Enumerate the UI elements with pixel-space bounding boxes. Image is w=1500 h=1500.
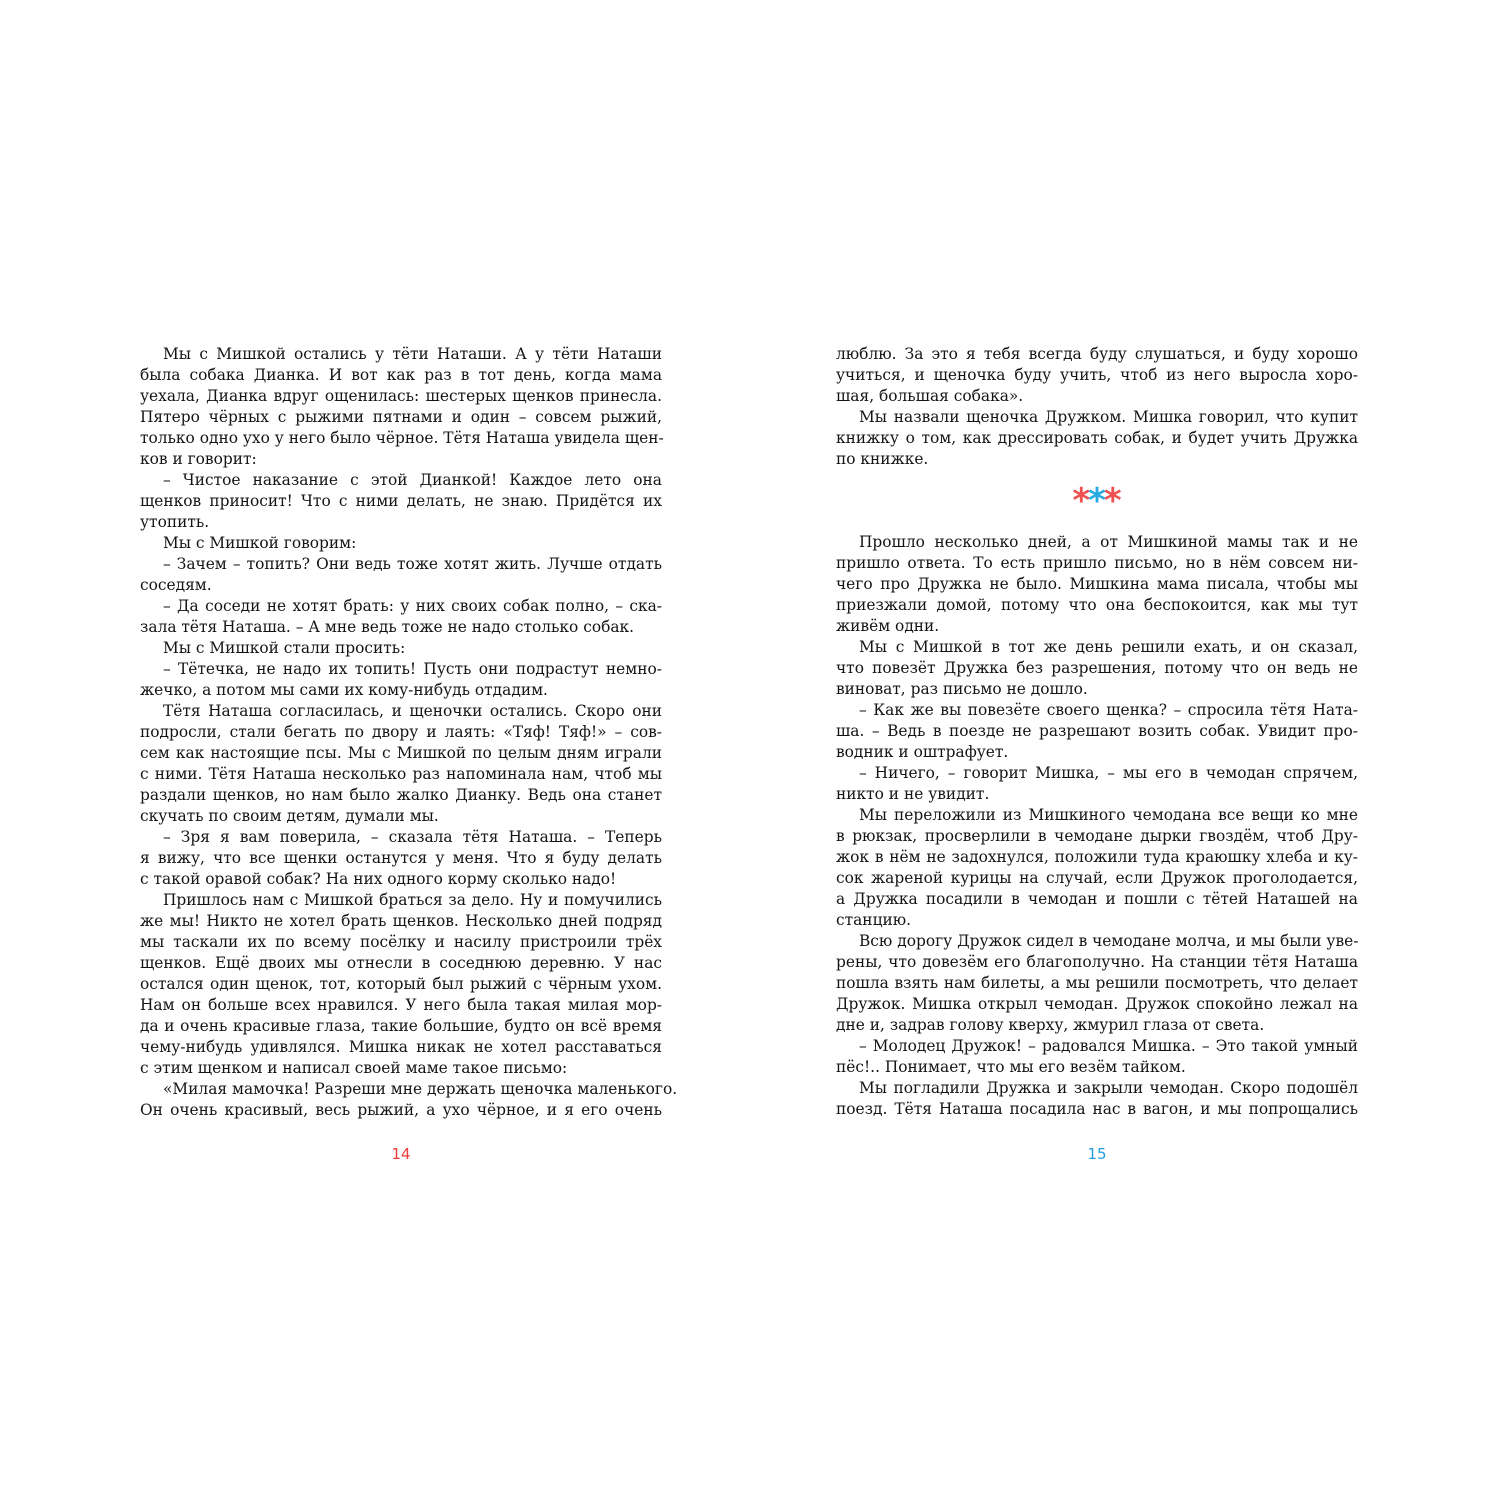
text-line: Всю дорогу Дружок сидел в чемодане молча, и мы были уве-: [859, 932, 1359, 950]
text-line: – Чистое наказание с этой Дианкой! Каждое лето она: [163, 471, 662, 489]
text-line: станцию.: [836, 911, 912, 929]
text-line: – Зря я вам поверила, – сказала тётя Наташа. – Теперь: [163, 828, 662, 846]
text-line: водник и оштрафует.: [836, 743, 1009, 761]
text-line: никто и не увидит.: [836, 785, 990, 803]
text-line: щенков. Ещё двоих мы отнесли в соседнюю деревню. У нас: [140, 954, 662, 972]
text-line: что повезёт Дружка без разрешения, потому что он ведь не: [836, 659, 1358, 677]
page-number-right: 15: [1087, 1145, 1107, 1163]
text-line: ша. – Ведь в поезде не разрешают возить собак. Увидит про-: [836, 722, 1358, 740]
text-line: книжку о том, как дрессировать собак, и будет учить Дружка: [836, 429, 1358, 447]
text-line: Нам он больше всех нравился. У него была такая милая мор-: [140, 996, 662, 1014]
text-line: остался один щенок, тот, который был рыжий с чёрным ухом.: [140, 975, 662, 993]
text-line: – Зачем – топить? Они ведь тоже хотят жить. Лучше отдать: [163, 555, 662, 573]
text-line: с этим щенком и написал своей маме такое письмо:: [140, 1059, 568, 1077]
text-line: Мы с Мишкой остались у тёти Наташи. А у тёти Наташи: [163, 345, 662, 363]
text-line: – Ничего, – говорит Мишка, – мы его в чемодан спрячем,: [859, 764, 1358, 782]
text-line: рены, что довезём его благополучно. На станции тётя Наташа: [836, 953, 1358, 971]
ornament-star-red-1: *: [1072, 481, 1091, 521]
text-line: утопить.: [140, 513, 210, 531]
text-line: – Да соседи не хотят брать: у них своих собак полно, – ска-: [163, 597, 662, 615]
text-line: «Милая мамочка! Разреши мне держать щеночка маленького.: [163, 1080, 678, 1098]
text-line: с такой оравой собак? На них одного корму сколько надо!: [140, 870, 617, 888]
text-line: Мы с Мишкой в тот же день решили ехать, и он сказал,: [859, 638, 1358, 656]
text-line: Он очень красивый, весь рыжий, а ухо чёрное, и я его очень: [140, 1101, 662, 1119]
right-page-text-top: [836, 344, 1358, 470]
text-line: люблю. За это я тебя всегда буду слушаться, и буду хорошо: [836, 345, 1358, 363]
text-line: дне и, задрав голову кверху, жмурил глаза от света.: [836, 1016, 1265, 1034]
text-line: Мы с Мишкой стали просить:: [163, 639, 406, 657]
text-line: чего про Дружка не было. Мишкина мама писала, чтобы мы: [836, 575, 1358, 593]
text-line: по книжке.: [836, 450, 929, 468]
ornament-star-blue: *: [1088, 481, 1106, 521]
text-line: была собака Дианка. И вот как раз в тот день, когда мама: [140, 366, 662, 384]
right-page-text-bottom: [836, 532, 1358, 1120]
text-line: Тётя Наташа согласилась, и щеночки остались. Скоро они: [163, 702, 662, 720]
left-page: [140, 344, 678, 1121]
text-line: Пятеро чёрных с рыжими пятнами и один – совсем рыжий,: [140, 408, 662, 426]
section-break-ornament: [836, 470, 1358, 532]
text-line: Дружок. Мишка открыл чемодан. Дружок спокойно лежал на: [836, 995, 1358, 1013]
text-line: учиться, и щеночка буду учить, чтоб из него выросла хоро-: [836, 366, 1358, 384]
text-line: – Как же вы повезёте своего щенка? – спросила тётя Ната-: [859, 701, 1358, 719]
text-line: шая, большая собака».: [836, 387, 1024, 405]
text-line: в рюкзак, просверлили в чемодане дырки гвоздём, чтоб Дру-: [836, 827, 1358, 845]
text-line: сем как настоящие псы. Мы с Мишкой по целым дням играли: [140, 744, 662, 762]
text-line: Мы с Мишкой говорим:: [163, 534, 357, 552]
text-line: живём одни.: [836, 617, 940, 635]
text-line: пошла взять нам билеты, а мы решили посмотреть, что делает: [836, 974, 1358, 992]
text-line: сок жареной курицы на случай, если Дружок проголодается,: [836, 869, 1358, 887]
text-line: приезжали домой, потому что она беспокоится, как мы тут: [836, 596, 1358, 614]
page-number-left: 14: [391, 1145, 411, 1163]
text-line: подросли, стали бегать по двору и лаять: «Тяф! Тяф!» – сов-: [140, 723, 662, 741]
text-line: щенков приносит! Что с ними делать, не знаю. Придётся их: [140, 492, 662, 510]
ornament-star-red-2: *: [1103, 481, 1122, 521]
text-line: пёс!.. Понимает, что мы его везём тайком.: [836, 1058, 1186, 1076]
text-line: да и очень красивые глаза, такие большие, будто он всё время: [140, 1017, 662, 1035]
text-line: поезд. Тётя Наташа посадила нас в вагон, и мы попрощались: [836, 1100, 1358, 1118]
text-line: раздали щенков, но нам было жалко Дианку. Ведь она станет: [140, 786, 662, 804]
text-line: жечко, а потом мы сами их кому-нибудь отдадим.: [140, 681, 548, 699]
text-line: с ними. Тётя Наташа несколько раз напоминала нам, чтоб мы: [140, 765, 662, 783]
text-line: а Дружка посадили в чемодан и пошли с тётей Наташей на: [836, 890, 1358, 908]
text-line: – Тётечка, не надо их топить! Пусть они подрастут немно-: [163, 660, 662, 678]
text-line: соседям.: [140, 576, 212, 594]
text-line: Пришлось нам с Мишкой браться за дело. Ну и помучились: [163, 891, 662, 909]
right-page: [836, 344, 1358, 1120]
text-line: ков и говорит:: [140, 450, 257, 468]
text-line: пришло ответа. То есть пришло письмо, но в нём совсем ни-: [836, 554, 1358, 572]
text-line: жок в нём не задохнулся, положили туда краюшку хлеба и ку-: [836, 848, 1358, 866]
left-page-text: [140, 344, 678, 1121]
text-line: же мы! Никто не хотел брать щенков. Несколько дней подряд: [140, 912, 662, 930]
text-line: я вижу, что все щенки останутся у меня. Что я буду делать: [140, 849, 662, 867]
text-line: виноват, раз письмо не дошло.: [836, 680, 1088, 698]
text-line: Прошло несколько дней, а от Мишкиной мамы так и не: [859, 533, 1358, 551]
text-line: – Молодец Дружок! – радовался Мишка. – Это такой умный: [859, 1037, 1358, 1055]
text-line: уехала, Дианка вдруг ощенилась: шестерых щенков принесла.: [140, 387, 662, 405]
text-line: Мы погладили Дружка и закрыли чемодан. Скоро подошёл: [859, 1079, 1358, 1097]
text-line: Мы переложили из Мишкиного чемодана все вещи ко мне: [859, 806, 1358, 824]
text-line: чему-нибудь удивлялся. Мишка никак не хотел расставаться: [140, 1038, 662, 1056]
text-line: мы таскали их по всему посёлку и насилу пристроили трёх: [140, 933, 662, 951]
text-line: зала тётя Наташа. – А мне ведь тоже не надо столько собак.: [140, 618, 635, 636]
text-line: Мы назвали щеночка Дружком. Мишка говорил, что купит: [859, 408, 1358, 426]
text-line: скучать по своим детям, думали мы.: [140, 807, 439, 825]
text-line: только одно ухо у него было чёрное. Тётя Наташа увидела щен-: [140, 429, 664, 447]
